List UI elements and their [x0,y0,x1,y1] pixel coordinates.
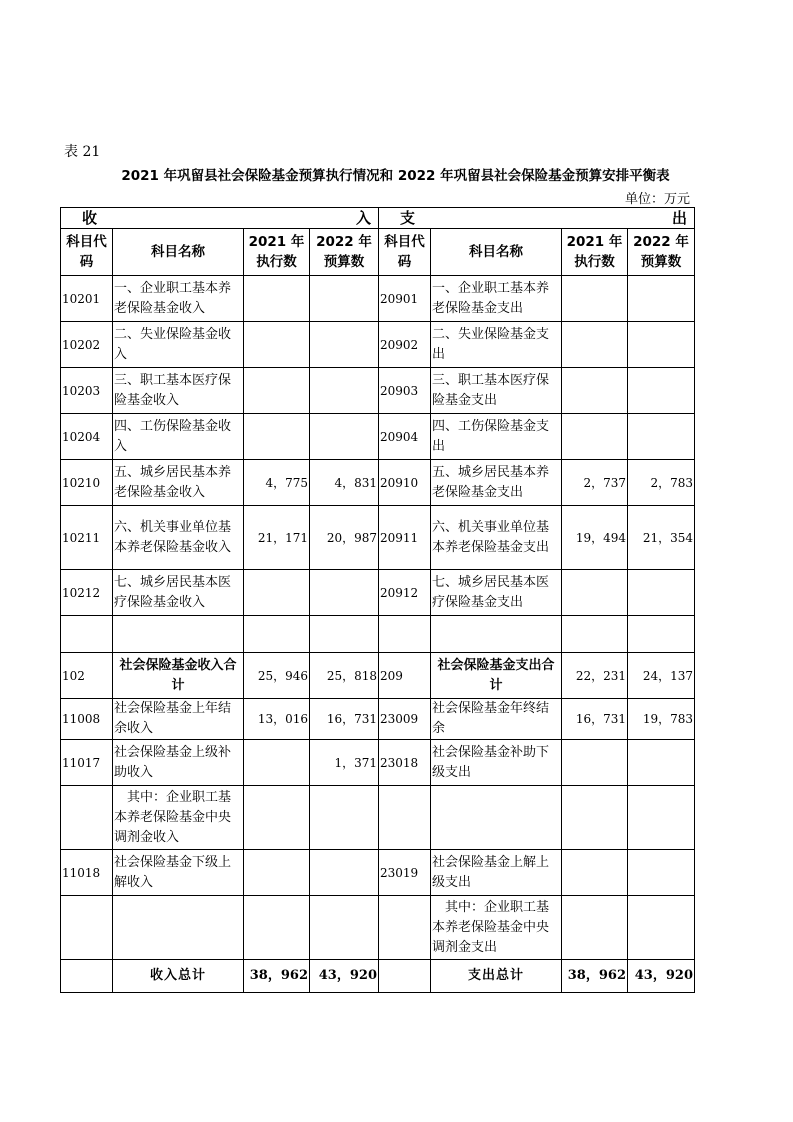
ex-budget-2022 [628,322,695,368]
ex-name [431,616,562,653]
in-budget-2022: 4，831 [310,460,379,506]
balance-table [60,207,695,993]
ex-exec-2021 [562,368,628,414]
ex-budget-2022 [628,414,695,460]
ex-exec-2021 [562,322,628,368]
ex-code: 20912 [379,570,431,616]
total-in-name: 收入总计 [113,960,244,993]
ex-budget-2022: 2，783 [628,460,695,506]
ex-exec-2021: 19，494 [562,506,628,570]
total-in-2021: 38，962 [244,960,310,993]
ex-budget-2022: 19，783 [628,699,695,740]
table-row [61,699,695,740]
ex-name: 社会保险基金补助下级支出 [431,740,562,786]
table-row [61,653,695,699]
in-name: 一、企业职工基本养老保险基金收入 [113,276,244,322]
ex-code: 20903 [379,368,431,414]
total-ex-name: 支出总计 [431,960,562,993]
in-code: 11018 [61,850,113,896]
total-ex-2022: 43，920 [628,960,695,993]
ex-name: 二、失业保险基金支出 [431,322,562,368]
ex-code [379,616,431,653]
col-header-budget-2022: 2022 年预算数 [628,229,695,276]
in-code: 102 [61,653,113,699]
in-name: 五、城乡居民基本养老保险基金收入 [113,460,244,506]
in-exec-2021 [244,786,310,850]
ex-budget-2022 [628,896,695,960]
in-name [113,616,244,653]
in-name: 社会保险基金上级补助收入 [113,740,244,786]
in-code: 10201 [61,276,113,322]
in-name [113,896,244,960]
total-row [61,960,695,993]
ex-budget-2022: 21，354 [628,506,695,570]
ex-name: 一、企业职工基本养老保险基金支出 [431,276,562,322]
in-budget-2022: 16，731 [310,699,379,740]
ex-exec-2021: 2，737 [562,460,628,506]
in-budget-2022: 25，818 [310,653,379,699]
ex-exec-2021 [562,786,628,850]
expense-header-left: 支 [400,209,416,227]
col-header-name: 科目名称 [431,229,562,276]
table-row [61,616,695,653]
in-budget-2022 [310,570,379,616]
in-code [61,616,113,653]
table-row [61,896,695,960]
in-code: 10204 [61,414,113,460]
in-code: 10212 [61,570,113,616]
col-header-name: 科目名称 [113,229,244,276]
column-header-row [61,229,695,276]
col-header-code: 科目代码 [61,229,113,276]
table-row [61,850,695,896]
in-name: 三、职工基本医疗保险基金收入 [113,368,244,414]
ex-code: 23018 [379,740,431,786]
table-number: 表 21 [64,144,101,160]
in-exec-2021 [244,570,310,616]
in-name: 社会保险基金下级上解收入 [113,850,244,896]
expense-section-header [379,208,695,229]
in-code [61,896,113,960]
in-code: 11017 [61,740,113,786]
ex-budget-2022 [628,616,695,653]
in-code [61,786,113,850]
in-code: 10210 [61,460,113,506]
ex-name: 三、职工基本医疗保险基金支出 [431,368,562,414]
table-row [61,368,695,414]
ex-code: 20901 [379,276,431,322]
in-name: 社会保险基金收入合计 [113,653,244,699]
ex-code: 23009 [379,699,431,740]
total-in-2022: 43，920 [310,960,379,993]
in-budget-2022 [310,276,379,322]
col-header-code: 科目代码 [379,229,431,276]
ex-name: 四、工伤保险基金支出 [431,414,562,460]
ex-exec-2021 [562,616,628,653]
section-header-row [61,208,695,229]
ex-name: 社会保险基金年终结余 [431,699,562,740]
in-code: 10203 [61,368,113,414]
ex-budget-2022 [628,368,695,414]
table-row [61,506,695,570]
in-exec-2021 [244,896,310,960]
table-row [61,414,695,460]
ex-exec-2021 [562,850,628,896]
ex-name: 社会保险基金支出合计 [431,653,562,699]
table-row [61,786,695,850]
ex-budget-2022 [628,570,695,616]
in-name: 七、城乡居民基本医疗保险基金收入 [113,570,244,616]
ex-exec-2021 [562,276,628,322]
in-exec-2021 [244,740,310,786]
table-row [61,740,695,786]
expense-header-right: 出 [671,209,687,227]
table-row [61,322,695,368]
income-header-right: 入 [355,209,371,227]
ex-code: 20911 [379,506,431,570]
ex-code [379,896,431,960]
in-budget-2022 [310,896,379,960]
ex-code: 20910 [379,460,431,506]
in-name: 六、机关事业单位基本养老保险基金收入 [113,506,244,570]
ex-name [431,786,562,850]
ex-budget-2022 [628,786,695,850]
col-header-exec-2021: 2021 年执行数 [562,229,628,276]
ex-exec-2021: 22，231 [562,653,628,699]
in-budget-2022: 20，987 [310,506,379,570]
in-exec-2021 [244,368,310,414]
ex-code: 20902 [379,322,431,368]
in-exec-2021 [244,414,310,460]
in-budget-2022 [310,414,379,460]
in-name: 社会保险基金上年结余收入 [113,699,244,740]
in-budget-2022 [310,616,379,653]
income-section-header [61,208,379,229]
in-exec-2021: 25，946 [244,653,310,699]
ex-name: 七、城乡居民基本医疗保险基金支出 [431,570,562,616]
ex-name: 六、机关事业单位基本养老保险基金支出 [431,506,562,570]
in-exec-2021 [244,616,310,653]
ex-exec-2021 [562,570,628,616]
total-ex-2021: 38，962 [562,960,628,993]
table-row [61,570,695,616]
ex-code [379,786,431,850]
ex-exec-2021 [562,896,628,960]
ex-code: 20904 [379,414,431,460]
page-title: 2021 年巩留县社会保险基金预算执行情况和 2022 年巩留县社会保险基金预算安排平衡表 [121,168,670,184]
in-exec-2021 [244,850,310,896]
ex-exec-2021 [562,414,628,460]
ex-exec-2021: 16，731 [562,699,628,740]
in-exec-2021: 13，016 [244,699,310,740]
col-header-budget-2022: 2022 年预算数 [310,229,379,276]
in-exec-2021 [244,276,310,322]
in-exec-2021: 4，775 [244,460,310,506]
ex-code: 209 [379,653,431,699]
col-header-exec-2021: 2021 年执行数 [244,229,310,276]
ex-budget-2022 [628,740,695,786]
in-budget-2022 [310,368,379,414]
table-row [61,276,695,322]
in-exec-2021 [244,322,310,368]
total-in-code [61,960,113,993]
table-row [61,460,695,506]
in-name: 其中：企业职工基本养老保险基金中央调剂金收入 [113,786,244,850]
in-name: 二、失业保险基金收入 [113,322,244,368]
ex-exec-2021 [562,740,628,786]
ex-name: 其中：企业职工基本养老保险基金中央调剂金支出 [431,896,562,960]
ex-name: 社会保险基金上解上级支出 [431,850,562,896]
in-name: 四、工伤保险基金收入 [113,414,244,460]
income-header-left: 收 [82,209,98,227]
in-code: 10202 [61,322,113,368]
ex-name: 五、城乡居民基本养老保险基金支出 [431,460,562,506]
ex-budget-2022: 24，137 [628,653,695,699]
ex-budget-2022 [628,276,695,322]
ex-code: 23019 [379,850,431,896]
in-code: 10211 [61,506,113,570]
in-budget-2022 [310,322,379,368]
ex-budget-2022 [628,850,695,896]
in-budget-2022 [310,850,379,896]
in-budget-2022: 1，371 [310,740,379,786]
in-budget-2022 [310,786,379,850]
in-exec-2021: 21，171 [244,506,310,570]
in-code: 11008 [61,699,113,740]
total-ex-code [379,960,431,993]
unit-label: 单位：万元 [624,192,690,207]
